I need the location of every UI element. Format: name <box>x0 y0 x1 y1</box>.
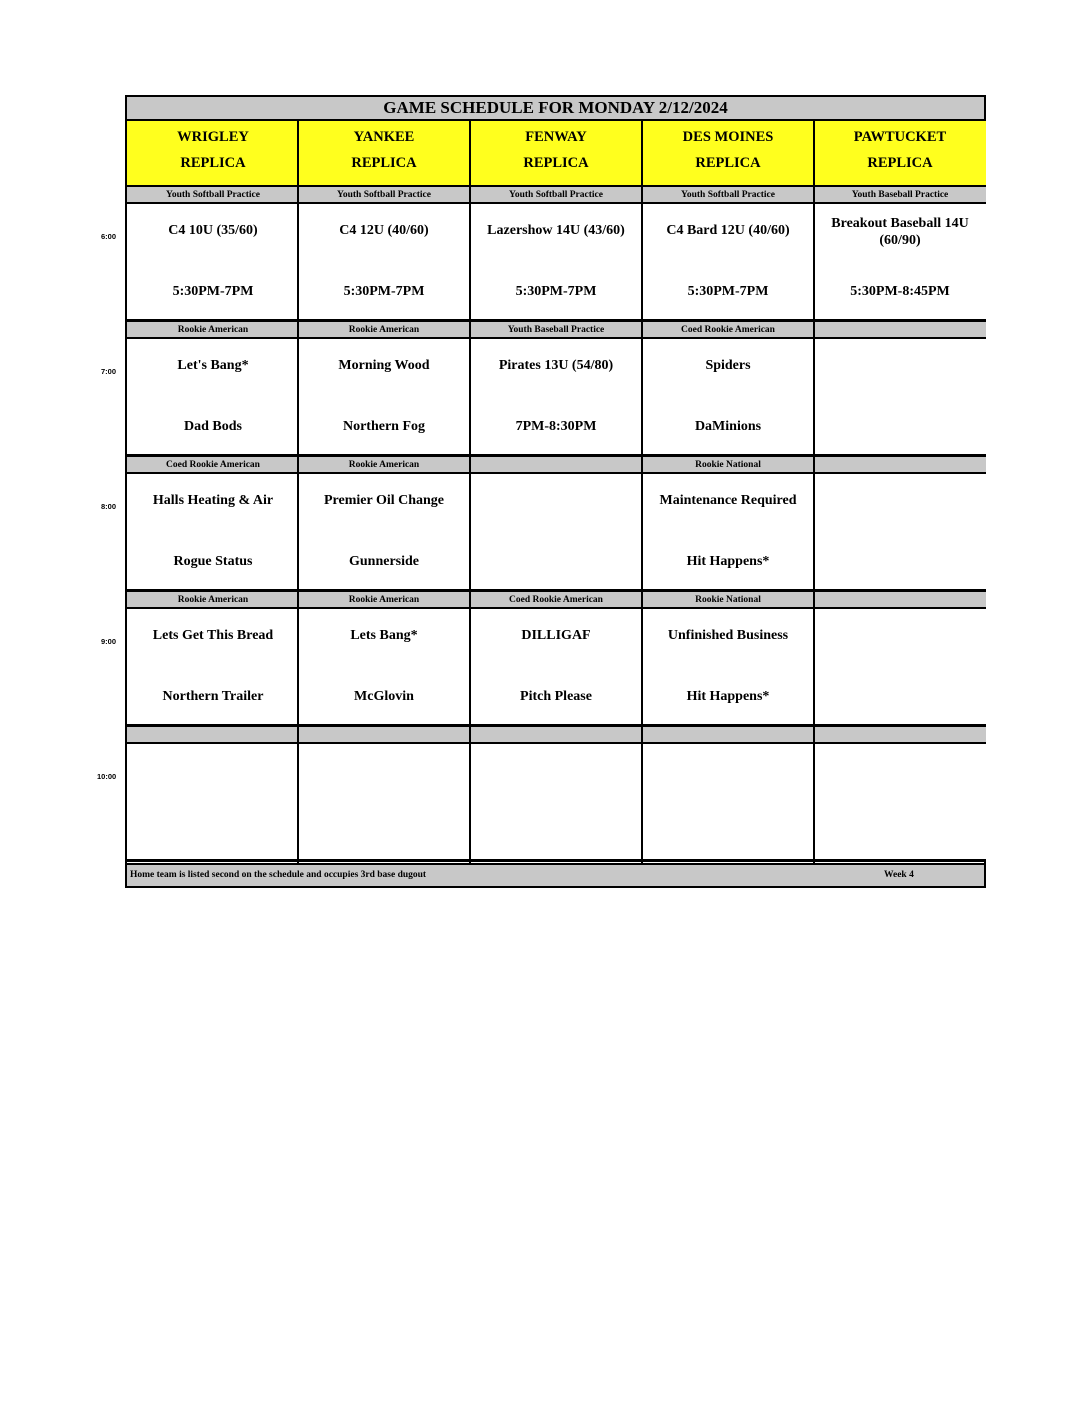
time-label: 9:00 <box>101 637 117 646</box>
slot-league-label: Rookie National <box>642 457 814 474</box>
game-slot-cell <box>127 744 299 862</box>
slot-first-team: Spiders <box>705 358 751 373</box>
slot-league-label <box>470 457 642 474</box>
venue-column <box>298 121 470 863</box>
game-slot-cell <box>470 339 642 457</box>
slot-second-team: 7PM-8:30PM <box>515 419 597 434</box>
slot-league-label <box>814 457 986 474</box>
game-slot-cell <box>127 474 299 592</box>
slot-league-label: Youth Baseball Practice <box>470 322 642 339</box>
slot-second-team: Dad Bods <box>184 419 242 434</box>
slot-league-label: Rookie National <box>642 592 814 609</box>
venue-subtitle: REPLICA <box>523 155 589 171</box>
slot-league-label: Coed Rookie American <box>470 592 642 609</box>
slot-league-label: Coed Rookie American <box>642 322 814 339</box>
schedule-table <box>125 95 986 888</box>
slot-league-label: Youth Softball Practice <box>642 187 814 204</box>
game-slot-cell <box>642 609 814 727</box>
time-label: 10:00 <box>97 772 117 781</box>
slot-first-team: Maintenance Required <box>659 493 797 508</box>
slot-second-team: Northern Trailer <box>162 689 264 704</box>
slot-second-team: 5:30PM-7PM <box>343 284 425 299</box>
slot-second-team: Rogue Status <box>173 554 253 569</box>
slot-first-team: Let's Bang* <box>177 358 249 373</box>
game-slot-cell <box>470 609 642 727</box>
game-slot-cell <box>814 609 986 727</box>
game-slot-cell <box>298 474 470 592</box>
game-slot-cell <box>298 609 470 727</box>
venue-name: DES MOINES <box>682 129 774 145</box>
slot-first-team: Unfinished Business <box>667 628 789 643</box>
game-slot-cell <box>642 744 814 862</box>
venue-header <box>470 121 642 187</box>
slot-league-label: Rookie American <box>298 457 470 474</box>
slot-first-team: Morning Wood <box>338 358 430 373</box>
game-slot-cell <box>642 474 814 592</box>
slot-league-label <box>814 727 986 744</box>
schedule-footer <box>127 863 984 886</box>
venue-column <box>642 121 814 863</box>
slot-second-team: McGlovin <box>354 689 414 704</box>
game-slot-cell <box>814 474 986 592</box>
slot-league-label <box>298 727 470 744</box>
schedule-title: GAME SCHEDULE FOR MONDAY 2/12/2024 <box>127 97 984 121</box>
game-slot-cell <box>814 744 986 862</box>
game-slot-cell <box>298 204 470 322</box>
footer-note: Home team is listed second on the schedule and occupies 3rd base dugout <box>130 870 427 880</box>
slot-first-team: Lets Get This Bread <box>152 628 274 643</box>
slot-league-label: Youth Softball Practice <box>127 187 299 204</box>
game-slot-cell <box>298 744 470 862</box>
time-label: 8:00 <box>101 502 117 511</box>
game-slot-cell <box>814 204 986 322</box>
slot-second-team: 5:30PM-8:45PM <box>850 284 950 299</box>
venue-header <box>642 121 814 187</box>
venue-subtitle: REPLICA <box>867 155 933 171</box>
game-slot-cell <box>127 609 299 727</box>
venue-name: PAWTUCKET <box>853 129 947 145</box>
venue-header <box>814 121 986 187</box>
time-label: 7:00 <box>101 367 117 376</box>
column-divider <box>813 121 815 863</box>
slot-second-team: Gunnerside <box>348 554 419 569</box>
footer-week: Week 4 <box>884 870 914 880</box>
venue-name: FENWAY <box>525 129 587 145</box>
slot-second-team: Northern Fog <box>342 419 426 434</box>
venue-column <box>470 121 642 863</box>
slot-second-team: 5:30PM-7PM <box>172 284 254 299</box>
game-slot-cell <box>298 339 470 457</box>
venue-name: YANKEE <box>353 129 415 145</box>
game-slot-cell <box>470 744 642 862</box>
venue-subtitle: REPLICA <box>180 155 246 171</box>
slot-second-team: DaMinions <box>694 419 762 434</box>
slot-league-label: Youth Softball Practice <box>298 187 470 204</box>
venue-header <box>298 121 470 187</box>
slot-league-label <box>642 727 814 744</box>
slot-second-team: Hit Happens* <box>686 554 770 569</box>
game-slot-cell <box>127 339 299 457</box>
slot-second-team: Hit Happens* <box>686 689 770 704</box>
slot-league-label: Youth Baseball Practice <box>814 187 986 204</box>
slot-first-team: Lets Bang* <box>350 628 418 643</box>
column-divider <box>469 121 471 863</box>
game-slot-cell <box>642 204 814 322</box>
slot-league-label: Rookie American <box>127 592 299 609</box>
slot-first-team: C4 12U (40/60) <box>339 223 429 238</box>
slot-second-team: 5:30PM-7PM <box>687 284 769 299</box>
slot-league-label: Coed Rookie American <box>127 457 299 474</box>
slot-league-label: Rookie American <box>298 322 470 339</box>
slot-league-label <box>814 322 986 339</box>
slot-first-team: C4 Bard 12U (40/60) <box>666 223 790 238</box>
slot-first-team: Breakout Baseball 14U (60/90) <box>831 216 969 248</box>
game-slot-cell <box>127 204 299 322</box>
slot-second-team: Pitch Please <box>520 689 592 704</box>
slot-first-team: Premier Oil Change <box>323 493 445 508</box>
slot-first-team: Halls Heating & Air <box>152 493 274 508</box>
venue-header <box>127 121 299 187</box>
slot-first-team: C4 10U (35/60) <box>168 223 258 238</box>
venue-subtitle: REPLICA <box>695 155 761 171</box>
venue-subtitle: REPLICA <box>351 155 417 171</box>
slot-first-team: Lazershow 14U (43/60) <box>487 223 625 238</box>
time-label: 6:00 <box>101 232 117 241</box>
column-divider <box>297 121 299 863</box>
slot-first-team: DILLIGAF <box>521 628 591 643</box>
slot-league-label: Rookie American <box>298 592 470 609</box>
slot-second-team: 5:30PM-7PM <box>515 284 597 299</box>
game-slot-cell <box>642 339 814 457</box>
game-slot-cell <box>470 204 642 322</box>
slot-league-label <box>127 727 299 744</box>
column-divider <box>641 121 643 863</box>
slot-league-label <box>814 592 986 609</box>
venue-column <box>127 121 299 863</box>
slot-league-label <box>470 727 642 744</box>
game-slot-cell <box>470 474 642 592</box>
slot-league-label: Youth Softball Practice <box>470 187 642 204</box>
slot-first-team: Pirates 13U (54/80) <box>498 358 614 373</box>
venue-column <box>814 121 986 863</box>
game-slot-cell <box>814 339 986 457</box>
slot-league-label: Rookie American <box>127 322 299 339</box>
venue-name: WRIGLEY <box>177 129 249 145</box>
